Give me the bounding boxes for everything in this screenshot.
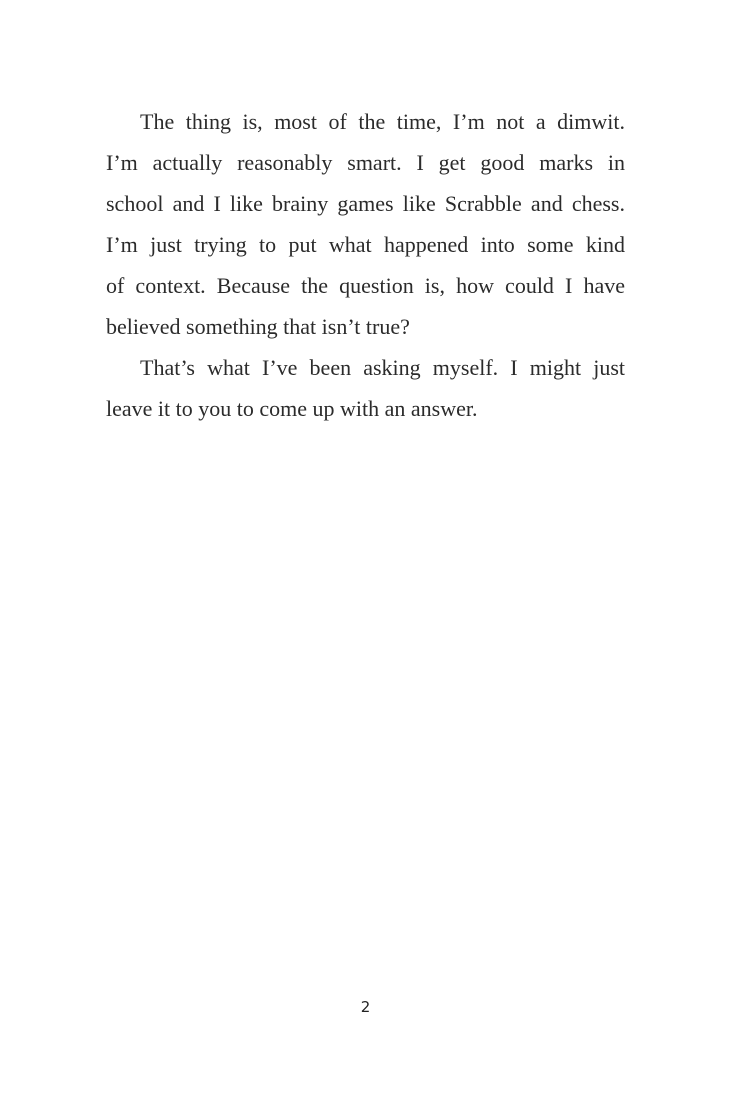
page-number: 2 [360,998,371,1016]
text-line: That’s what I’ve been asking myself. I might just [140,355,625,380]
paragraph-1 [106,101,625,347]
text-line: school and I like brainy games like Scrabble and chess. [106,191,625,216]
text-line: The thing is, most of the time, I’m not a dimwit. [140,109,625,134]
body-text [106,101,625,429]
paragraph-2 [106,347,625,429]
text-line: I’m actually reasonably smart. I get good marks in [106,150,625,175]
text-line: I’m just trying to put what happened into some kind [106,232,625,257]
text-line: leave it to you to come up with an answer. [106,396,478,421]
text-line: believed something that isn’t true? [106,314,410,339]
text-line: of context. Because the question is, how could I have [106,273,625,298]
